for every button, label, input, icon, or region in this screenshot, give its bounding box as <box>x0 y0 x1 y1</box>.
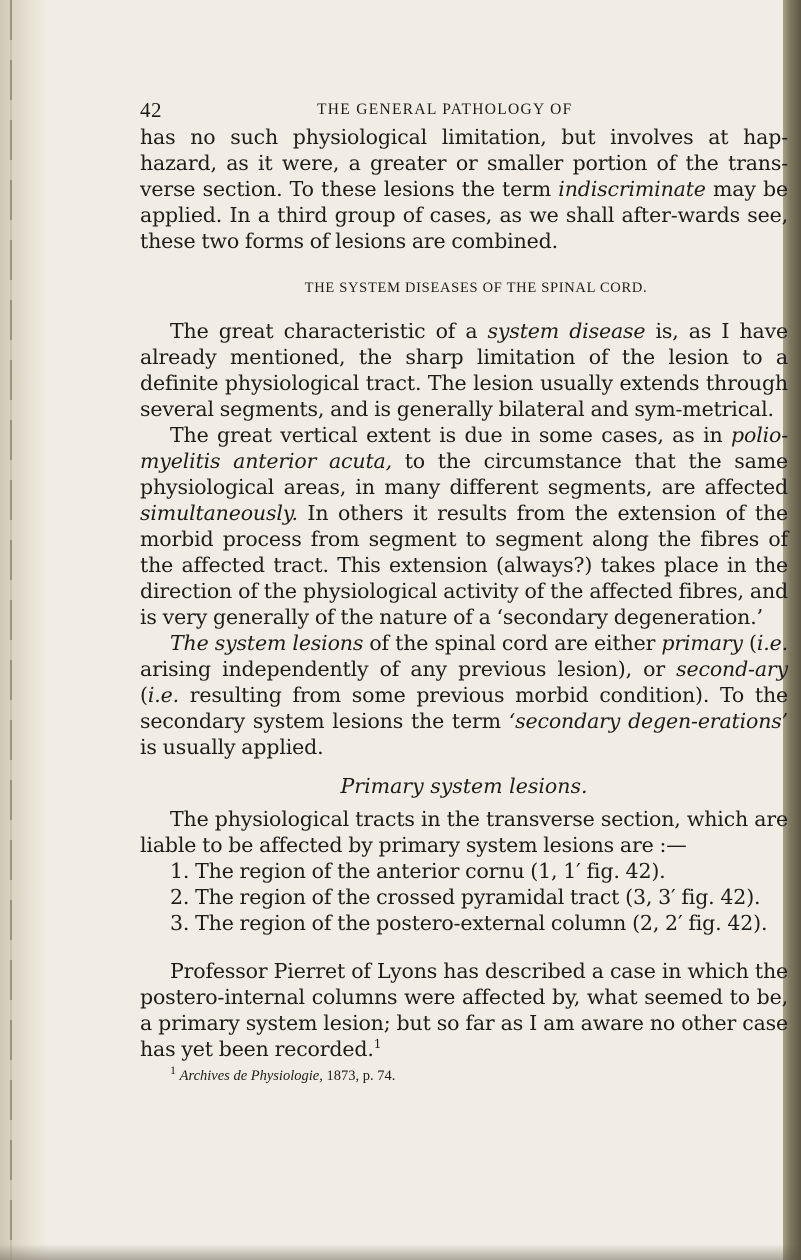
section-title: THE SYSTEM DISEASES OF THE SPINAL CORD. <box>304 280 648 296</box>
lesion-region-list <box>140 858 788 936</box>
footnote: $^1$ Archives de Physiologie, 1873, p. 74. <box>170 1063 396 1084</box>
paragraph-pierret-case: Professor Pierret of Lyons has described a case in which the postero-internal columns were affected by, what seemed to be, a primary system lesion; but so far as I am aware no other case has yet been recorded.$^1$ <box>140 959 788 1061</box>
page-bottom-shadow <box>0 1244 801 1260</box>
list-item: 3. The region of the postero-external column (2, 2′ fig. 42). <box>170 911 768 935</box>
paragraph-physiological-tracts: The physiological tracts in the transverse section, which are liable to be affected by primary system lesions are :— <box>140 807 788 857</box>
page-number: 42 <box>140 98 162 122</box>
footnote-reference: 1 <box>373 1037 382 1052</box>
paragraph-primary-secondary: The system lesions of the spinal cord are either primary (i.e. arising independently of any previous lesion), or second-ary (i.e. resulting from some previous morbid condition). To the secondary system lesions the term ‘secondary degen-erations’ is usually applied. <box>140 631 789 759</box>
subsection-title: Primary system lesions. <box>340 774 588 798</box>
book-binding-edge <box>0 0 48 1260</box>
page-header <box>140 90 788 124</box>
paragraph-vertical-extent: The great vertical extent is due in some cases, as in polio-myelitis anterior acuta, to the circumstance that the same physiological areas, in many different segments, are affected simultaneously. In others it results from the extension of the morbid process from segment to segment along the fibres of the affected tract. This extension (always?) takes place in the direction of the physiological activity of the affected fibres, and is very generally of the nature of a ‘secondary degeneration.’ <box>140 423 788 629</box>
paragraph-indiscriminate-lesions: has no such physiological limitation, but involves at hap-hazard, as it were, a greater or smaller portion of the trans-verse section. To these lesions the term indiscriminate may be applied. In a third group of cases, as we shall after-wards see, these two forms of lesions are combined. <box>140 125 788 253</box>
list-item: 1. The region of the anterior cornu (1, 1′ fig. 42). <box>170 859 666 883</box>
book-page <box>140 90 788 1085</box>
list-item: 2. The region of the crossed pyramidal tract (3, 3′ fig. 42). <box>170 885 761 909</box>
running-title: THE GENERAL PATHOLOGY OF <box>317 101 573 118</box>
paragraph-system-disease: The great characteristic of a system disease is, as I have already mentioned, the sharp limitation of the lesion to a definite physiological tract. The lesion usually extends through several segments, and is generally bilateral and sym-metrical. <box>140 319 788 421</box>
